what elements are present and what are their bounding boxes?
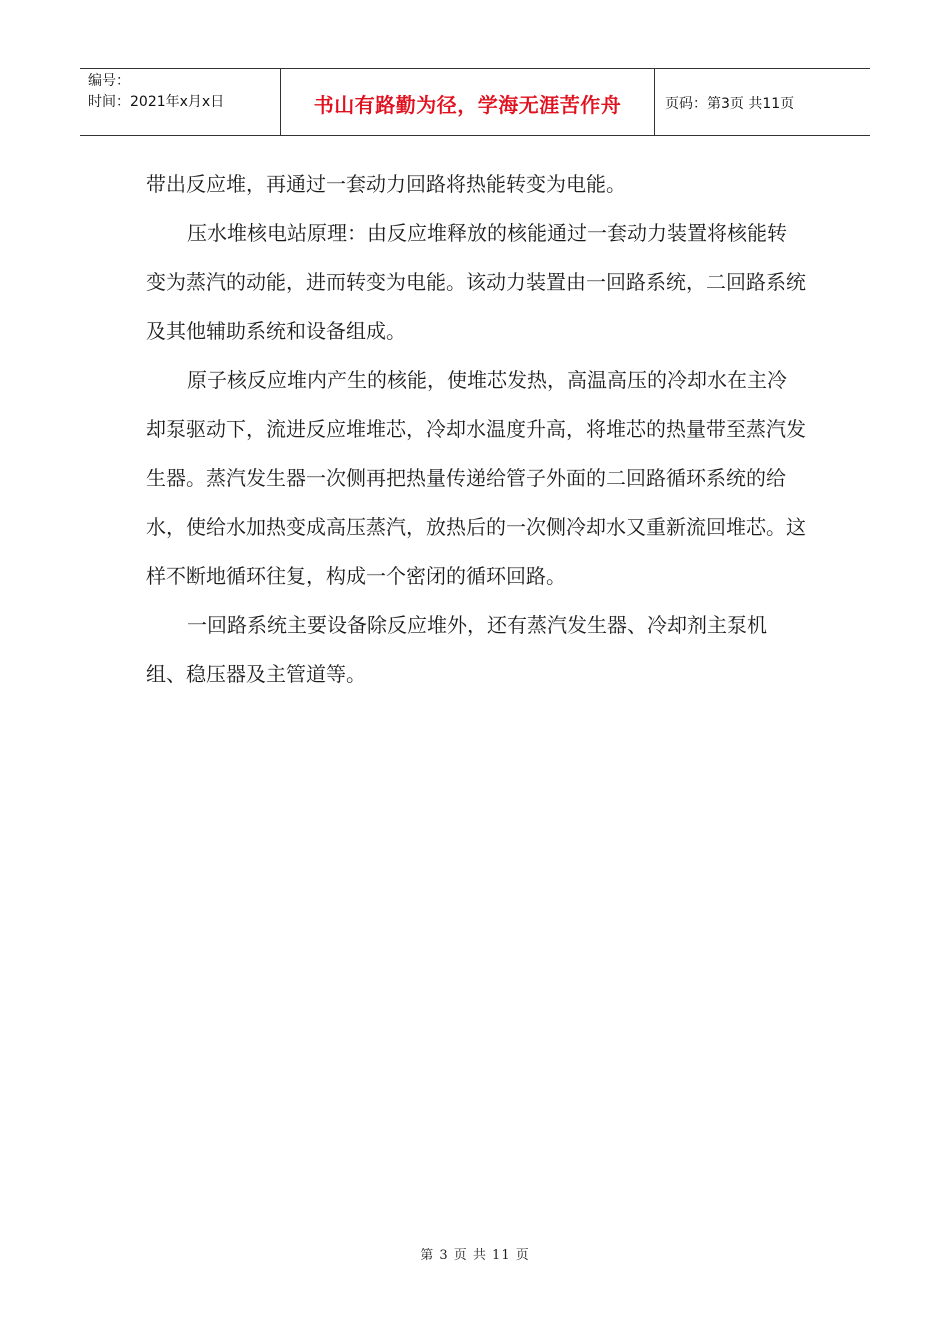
header-page-cell	[655, 69, 870, 135]
document-date-label: 时间：2021年x月x日	[88, 94, 225, 110]
header-page-info: 页码：第3页 共11页	[665, 96, 795, 112]
header-meta-cell	[80, 69, 281, 135]
document-number-label: 编号：	[88, 73, 130, 89]
body-paragraph: 带出反应堆，再通过一套动力回路将热能转变为电能。	[146, 172, 626, 196]
header-motto-cell	[281, 69, 655, 135]
body-paragraph: 压水堆核电站原理：由反应堆释放的核能通过一套动力装置将核能转变为蒸汽的动能，进而转变为电能。该动力装置由一回路系统，二回路系统及其他辅助系统和设备组成。	[146, 221, 806, 343]
page-header	[80, 68, 870, 136]
document-body	[146, 160, 806, 699]
page-footer	[0, 1244, 950, 1263]
footer-page-number: 第 3 页 共 11 页	[420, 1248, 530, 1263]
body-paragraph: 原子核反应堆内产生的核能，使堆芯发热，高温高压的冷却水在主冷却泵驱动下，流进反应堆堆芯，冷却水温度升高，将堆芯的热量带至蒸汽发生器。蒸汽发生器一次侧再把热量传递给管子外面的二回路循环系统的给水，使给水加热变成高压蒸汽，放热后的一次侧冷却水又重新流回堆芯。这样不断地循环往复，构成一个密闭的循环回路。	[146, 368, 806, 588]
header-motto: 书山有路勤为径，学海无涯苦作舟	[313, 92, 622, 117]
body-paragraph: 一回路系统主要设备除反应堆外，还有蒸汽发生器、冷却剂主泵机组、稳压器及主管道等。	[146, 613, 767, 686]
